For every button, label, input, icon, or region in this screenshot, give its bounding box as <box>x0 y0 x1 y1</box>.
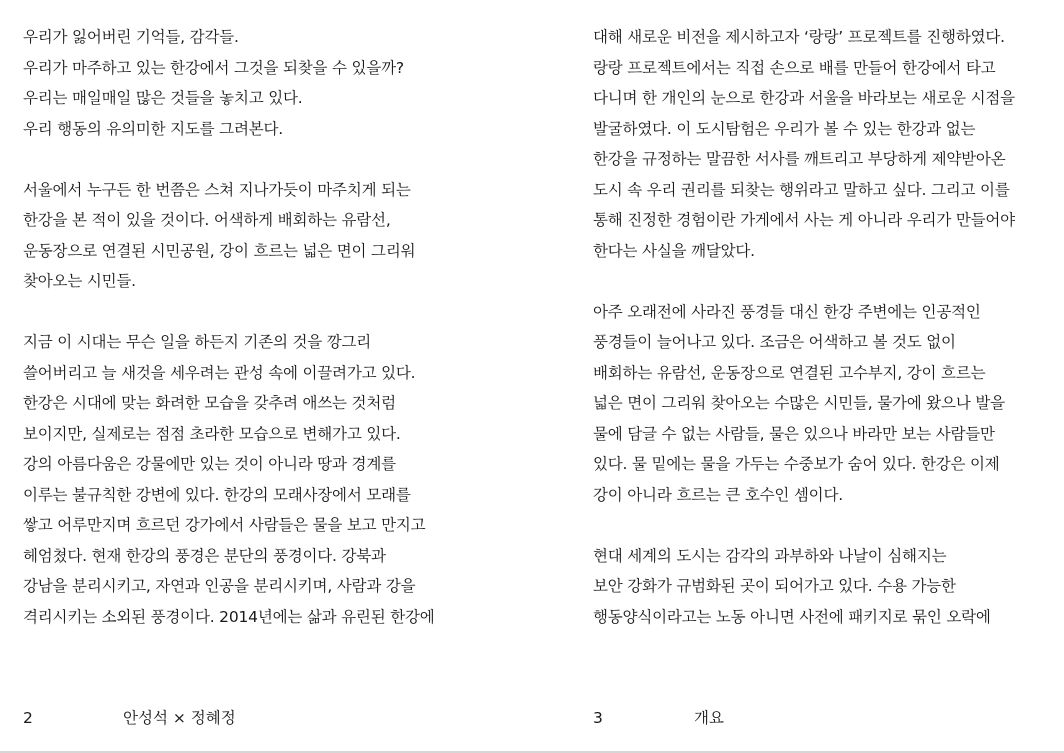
text-line: 한강을 규정하는 말끔한 서사를 깨트리고 부당하게 제약받아온 <box>593 150 1006 168</box>
text-line: 찾아오는 시민들. <box>23 272 136 290</box>
text-line: 다니며 한 개인의 눈으로 한강과 서울을 바라보는 새로운 시점을 <box>593 89 1015 107</box>
paragraph <box>23 22 435 144</box>
running-head-authors: 안성석 × 정혜정 <box>123 709 236 727</box>
text-line: 행동양식이라고는 노동 아니면 사전에 패키지로 묶인 오락에 <box>593 607 991 626</box>
paragraph <box>593 22 1015 266</box>
text-line: 쌓고 어루만지며 흐르던 강가에서 사람들은 물을 보고 만지고 <box>23 516 426 534</box>
text-line: 물에 담글 수 없는 사람들, 물은 있으나 바라만 보는 사람들만 <box>593 424 995 443</box>
text-line: 강의 아름다움은 강물에만 있는 것이 아니라 땅과 경계를 <box>23 455 396 473</box>
text-line: 우리는 매일매일 많은 것들을 놓치고 있다. <box>23 89 303 107</box>
text-line: 있다. 물 밑에는 물을 가두는 수중보가 숨어 있다. 한강은 이제 <box>593 455 1000 473</box>
text-line: 현대 세계의 도시는 감각의 과부하와 나날이 심해지는 <box>593 546 947 565</box>
text-line: 한다는 사실을 깨달았다. <box>593 241 755 260</box>
text-line: 배회하는 유람선, 운동장으로 연결된 고수부지, 강이 흐르는 <box>593 363 986 382</box>
text-line: 강이 아니라 흐르는 큰 호수인 셈이다. <box>593 485 843 504</box>
text-line: 우리가 잃어버린 기억들, 감각들. <box>23 28 239 46</box>
paragraph <box>593 297 1015 511</box>
text-line: 풍경들이 늘어나고 있다. 조금은 어색하고 볼 것도 없이 <box>593 333 956 351</box>
paragraph <box>593 541 1015 633</box>
text-line: 한강은 시대에 맞는 화려한 모습을 갖추려 애쓰는 것처럼 <box>23 394 396 412</box>
text-line: 통해 진정한 경험이란 가게에서 사는 게 아니라 우리가 만들어야 <box>593 211 1015 229</box>
right-text-column <box>593 22 1015 632</box>
right-page <box>532 0 1064 753</box>
text-line: 헤엄쳤다. 현재 한강의 풍경은 분단의 풍경이다. 강북과 <box>23 546 386 565</box>
paragraph <box>23 175 435 297</box>
page-number: 3 <box>593 709 603 727</box>
text-line: 보이지만, 실제로는 점점 초라한 모습으로 변해가고 있다. <box>23 424 401 443</box>
text-line: 지금 이 시대는 무슨 일을 하든지 기존의 것을 깡그리 <box>23 333 372 351</box>
text-line: 발굴하였다. 이 도시탐험은 우리가 볼 수 있는 한강과 없는 <box>593 119 976 138</box>
text-line: 한강을 본 적이 있을 것이다. 어색하게 배회하는 유람선, <box>23 211 391 229</box>
text-line: 서울에서 누구든 한 번쯤은 스쳐 지나가듯이 마주치게 되는 <box>23 180 411 199</box>
running-head-section: 개요 <box>694 709 724 727</box>
text-line: 도시 속 우리 권리를 되찾는 행위라고 말하고 싶다. 그리고 이를 <box>593 180 1010 199</box>
text-line: 이루는 불규칙한 강변에 있다. 한강의 모래사장에서 모래를 <box>23 485 411 504</box>
text-line: 보안 강화가 규범화된 곳이 되어가고 있다. 수용 가능한 <box>593 577 956 595</box>
text-line: 격리시키는 소외된 풍경이다. 2014년에는 삶과 유린된 한강에 <box>23 607 435 626</box>
text-line: 쓸어버리고 늘 새것을 세우려는 관성 속에 이끌려가고 있다. <box>23 363 416 382</box>
paragraph <box>23 327 435 632</box>
text-line: 랑랑 프로젝트에서는 직접 손으로 배를 만들어 한강에서 타고 <box>593 58 996 77</box>
text-line: 아주 오래전에 사라진 풍경들 대신 한강 주변에는 인공적인 <box>593 302 981 321</box>
left-text-column <box>23 22 435 632</box>
text-line: 넓은 면이 그리워 찾아오는 수많은 시민들, 물가에 왔으나 발을 <box>593 394 1005 412</box>
text-line: 대해 새로운 비전을 제시하고자 ‘랑랑’ 프로젝트를 진행하였다. <box>593 28 1005 46</box>
text-line: 우리 행동의 유의미한 지도를 그려본다. <box>23 119 284 138</box>
text-line: 운동장으로 연결된 시민공원, 강이 흐르는 넓은 면이 그리워 <box>23 241 416 260</box>
text-line: 우리가 마주하고 있는 한강에서 그것을 되찾을 수 있을까? <box>23 58 404 77</box>
page-number: 2 <box>23 709 33 727</box>
text-line: 강남을 분리시키고, 자연과 인공을 분리시키며, 사람과 강을 <box>23 577 416 595</box>
